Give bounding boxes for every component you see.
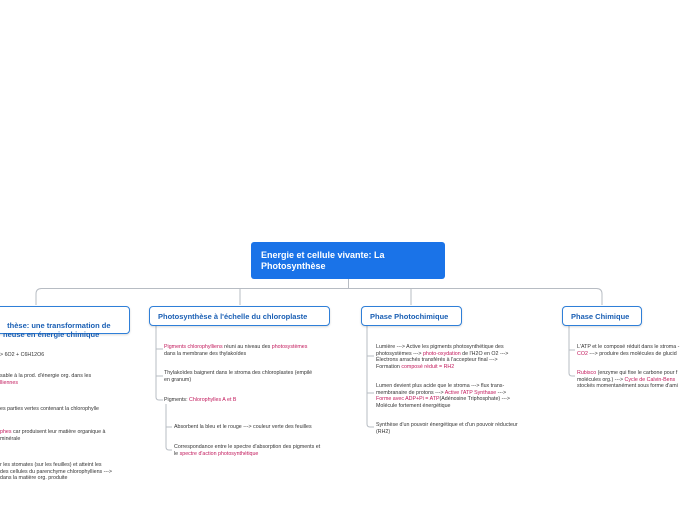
note-text: Synthèse d'un pouvoir énergétique et d'un pouvoir réducteur [376,422,518,428]
note-text: Lumen devient plus acide que le stroma ---> flux trans- [376,383,505,389]
note-highlight: Chlorophylles A et B [189,397,237,403]
branch-chloroplaste[interactable] [149,306,330,326]
leaf-b2-sub [166,404,172,450]
note-parties-vertes[interactable] [0,406,99,413]
note-text: Molécule fortement énergétique [376,402,451,409]
note-equation[interactable] [0,352,44,359]
note-rubisco[interactable] [577,370,678,390]
trunk-line [36,289,602,306]
note-text: Pigments: [164,397,190,403]
branch-phase-chimique[interactable] [562,306,642,326]
note-stomates[interactable] [0,462,112,482]
note-highlight: Rubisco [577,370,597,376]
note-highlight: photosystèmes [271,344,308,350]
note-text: molécules org.) ---> [577,376,625,383]
note-text: Électrons arrachés transférés à l'accepteur final ---> [376,357,498,364]
note-text: membranaire de protons ---> [376,389,445,396]
branch-phase-photochimique-label: Phase Photochimique [370,312,449,321]
leaf-b3 [367,326,374,427]
note-highlight: composé réduit = RH2 [401,363,455,370]
note-text: sable à la prod. d'énergie org. dans les [0,373,92,379]
note-pigments-photosystemes[interactable] [164,344,307,357]
note-highlight: lliennes [0,379,18,386]
note-chlorophylles[interactable] [164,397,236,404]
note-highlight: Active l'ATP Synthase [444,389,497,396]
central-topic[interactable] [251,242,445,279]
branch-phase-photochimique[interactable] [361,306,462,326]
note-text: Correspondance entre le spectre d'absorption des pigments et [174,444,321,450]
note-text: r les stomates (sur les feuilles) et atteint les [0,462,102,468]
note-text: de l'H2O en O2 ---> [460,350,509,357]
note-text: Thylakoïdes baignent dans le stroma des chloroplastes (empilé [164,370,313,376]
note-text: ---> [496,389,507,396]
branch-transformation-energie-label: thèse: une transformation de neuse en énergie chimique [3,321,111,339]
note-text: (Adénosine Triphosphate) ---> [439,396,511,403]
note-text: ---> produire des molécules de glucid [587,350,677,357]
note-text: en granum) [164,376,192,383]
note-spectre[interactable] [174,444,320,457]
note-text: es parties vertes contenant la chlorophylle [0,406,99,412]
note-photo-oxydation[interactable] [376,344,508,370]
note-pouvoir-reducteur[interactable] [376,422,518,435]
note-text: photosystèmes ---> [376,350,423,357]
note-text: > 6O2 + C6H12O6 [0,352,45,358]
note-atp-co2[interactable] [577,344,679,357]
note-highlight: Pigments chlorophylliens [164,344,223,350]
note-text: Lumière ---> Active les pigments photosynthétique des [376,344,504,350]
note-text: Formation [376,363,402,370]
note-highlight: spectre d'action photosynthétique [179,450,259,457]
note-atp-synthase[interactable] [376,383,510,409]
note-text: des cellules du parenchyme chlorophylliens ---> [0,468,113,475]
leaf-b4 [569,326,575,376]
note-text: dans la membrane des thylakoïdes [164,350,247,357]
note-text: stockés momentanément sous forme d'ami [577,383,678,390]
central-topic-label: Energie et cellule vivante: La Photosynthèse [261,250,385,271]
note-thylakoides[interactable] [164,370,312,383]
note-responsable-energie[interactable] [0,373,91,386]
note-text: Absorbent la bleu et le rouge ---> couleur verte des feuilles [174,424,312,430]
branch-transformation-energie[interactable] [0,306,130,339]
note-highlight: Forme avec ADP+Pi = ATP [376,396,440,403]
note-text: dans la matière org. produite [0,475,68,482]
note-text: L'ATP et le composé réduit dans le stroma - [577,344,680,350]
note-text: réuni au niveau des [222,344,272,350]
note-text: (enzyme qui fixe le carbone pour f [596,370,678,376]
note-highlight: photo-oxydation [422,350,461,357]
note-highlight: Cycle de Calvin-Bens [624,376,676,383]
leaf-b2 [156,326,163,400]
note-absorption[interactable] [174,424,312,431]
note-text: minérale [0,435,21,442]
note-text: (RH2) [376,428,391,435]
note-autotrophes[interactable] [0,429,105,442]
note-text: le [174,450,180,457]
note-highlight: CO2 [577,350,588,357]
note-text: car produisent leur matière organique à [11,429,106,435]
note-highlight: phes [0,429,12,435]
branch-chloroplaste-label: Photosynthèse à l'échelle du chloroplaste [158,312,308,321]
branch-phase-chimique-label: Phase Chimique [571,312,630,321]
